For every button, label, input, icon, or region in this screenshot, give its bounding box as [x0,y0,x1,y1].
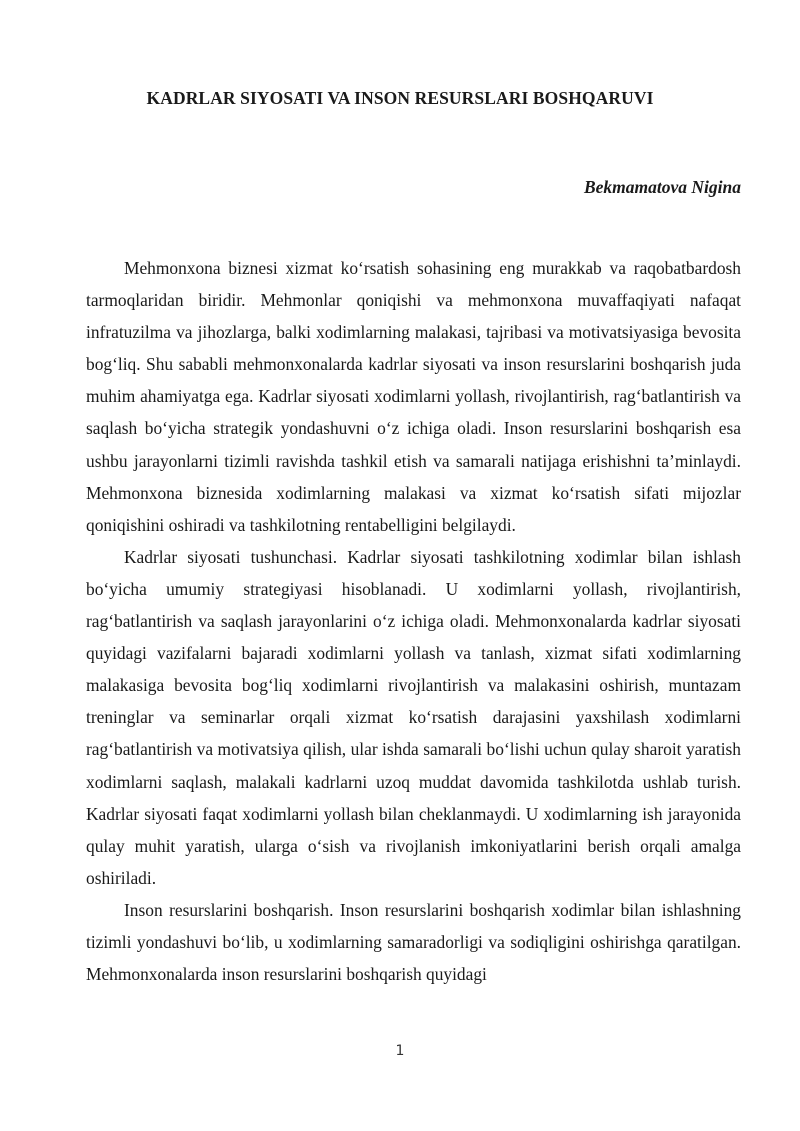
paragraph-intro: Mehmonxona biznesi xizmat ko‘rsatish sohasining eng murakkab va raqobatbardosh tarmoqlaridan biridir. Mehmonlar qoniqishi va mehmonxona muvaffaqiyati nafaqat infratuzilma va jihozlarga, balki xodimlarning malakasi, tajribasi va motivatsiyasiga bevosita bog‘liq. Shu sababli mehmonxonalarda kadrlar siyosati va inson resurslarini boshqarish juda muhim ahamiyatga ega. Kadrlar siyosati xodimlarni yollash, rivojlantirish, rag‘batlantirish va saqlash bo‘yicha strategik yondashuvni o‘z ichiga oladi. Inson resurslarini boshqarish esa ushbu jarayonlarni tizimli ravishda tashkil etish va samarali natijaga erishishni ta’minlaydi. Mehmonxona biznesida xodimlarning malakasi va xizmat ko‘rsatish sifati mijozlar qoniqishini oshiradi va tashkilotning rentabelligini belgilaydi. [86,258,741,535]
page-number: 1 [395,1043,405,1059]
paragraph-personnel-policy: Kadrlar siyosati tushunchasi. Kadrlar siyosati tashkilotning xodimlar bilan ishlash bo‘yicha umumiy strategiyasi hisoblanadi. U xodimlarni yollash, rivojlantirish, rag‘batlantirish va saqlash jarayonlarini o‘z ichiga oladi. Mehmonxonalarda kadrlar siyosati quyidagi vazifalarni bajaradi xodimlarni yollash va tanlash, xizmat sifati xodimlarning malakasiga bevosita bog‘liq xodimlarni rivojlantirish va malakasini oshirish, muntazam treninglar va seminarlar orqali xizmat ko‘rsatish darajasini yaxshilash xodimlarni rag‘batlantirish va motivatsiya qilish, ular ishda samarali bo‘lishi uchun qulay sharoit yaratish xodimlarni saqlash, malakali kadrlarni uzoq muddat davomida tashkilotda ushlab turish. Kadrlar siyosati faqat xodimlarni yollash bilan cheklanmaydi. U xodimlarning ish jarayonida qulay muhit yaratish, ularga o‘sish va rivojlanish imkoniyatlarini berish orqali amalga oshiriladi. [86,546,741,888]
document-title: KADRLAR SIYOSATI VA INSON RESURSLARI BOSHQARUVI [146,88,654,108]
author-name: Bekmamatova Nigina [583,177,741,197]
paragraph-hr-management: Inson resurslarini boshqarish. Inson resurslarini boshqarish xodimlar bilan ishlashning tizimli yondashuvi bo‘lib, u xodimlarning samaradorligi va sodiqligini oshirishga qaratilgan. Mehmonxonalarda inson resurslarini boshqarish quyidagi [86,899,741,985]
document-body [86,252,741,990]
